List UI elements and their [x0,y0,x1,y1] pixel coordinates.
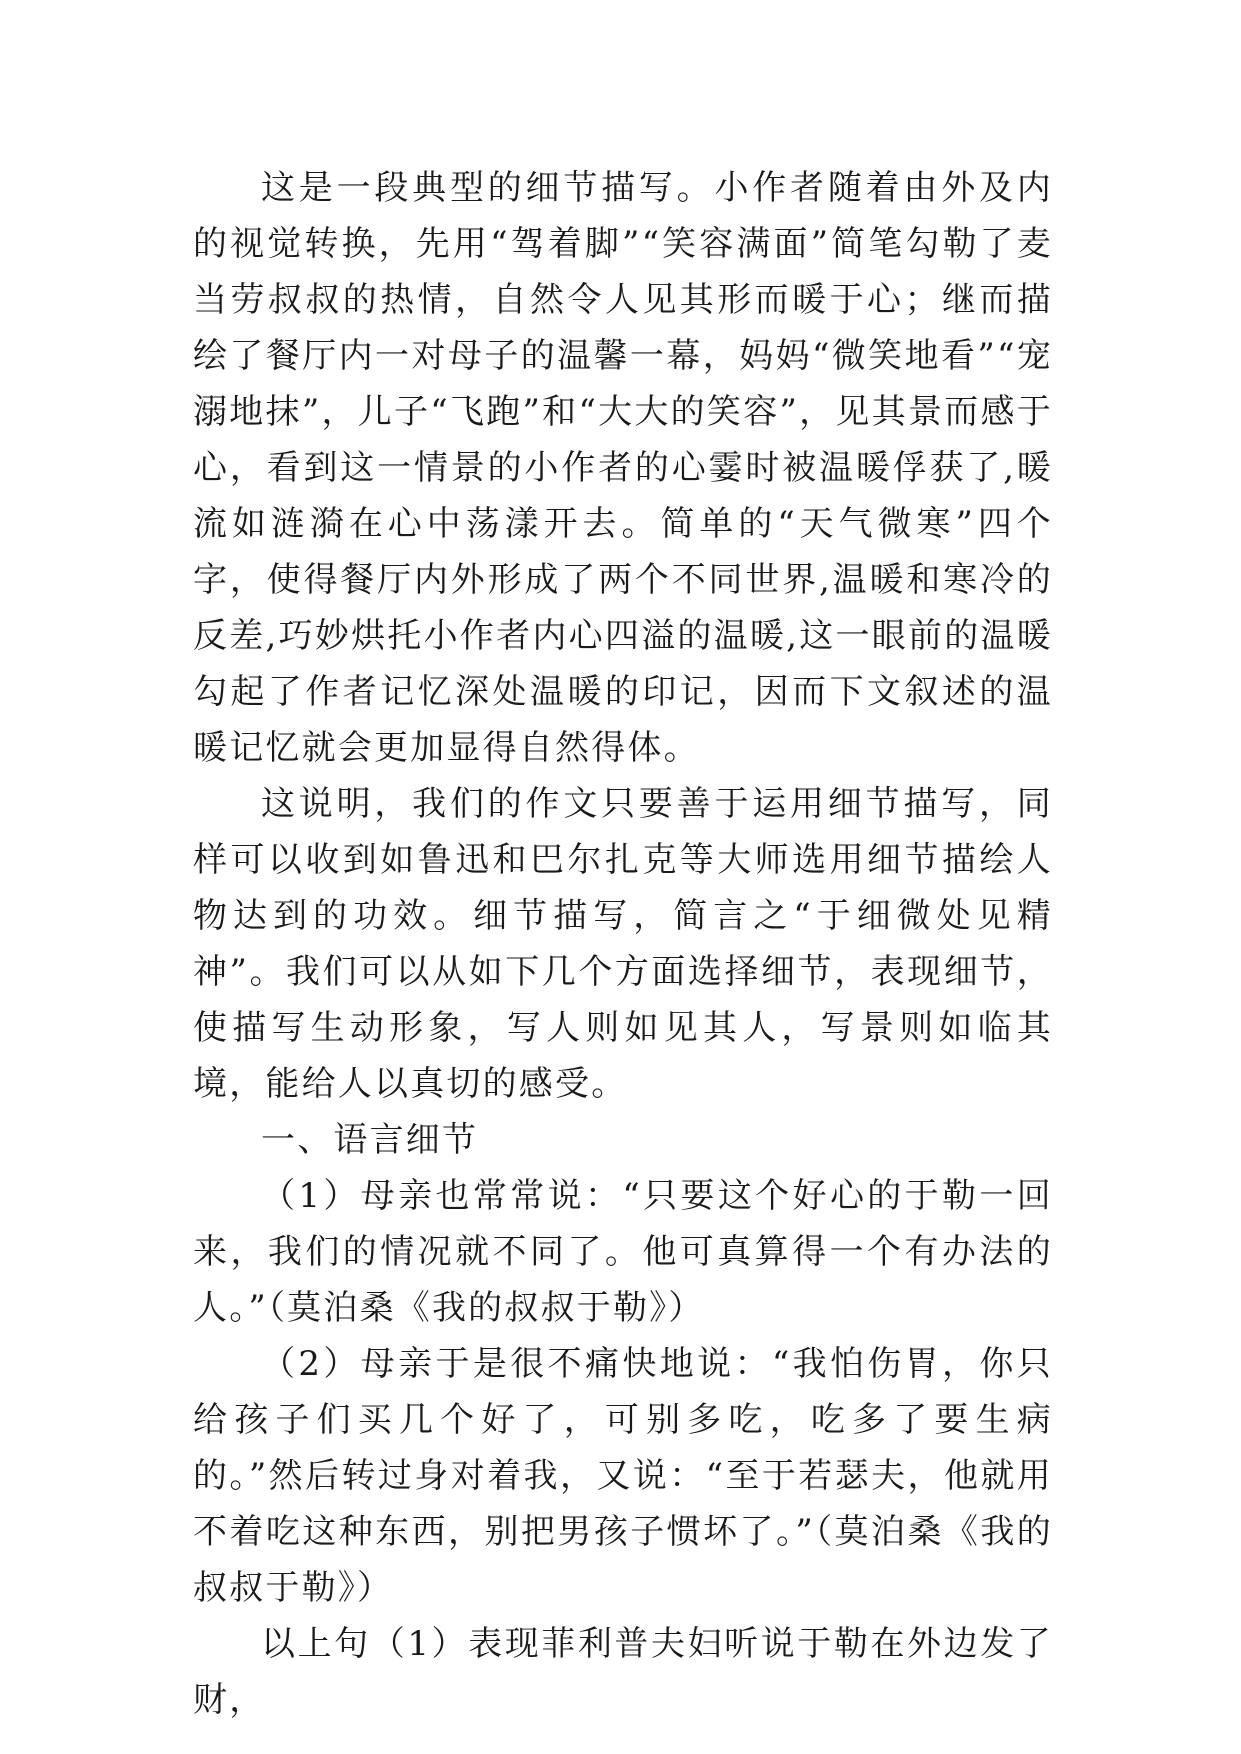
example-quote: （1）母亲也常常说：“只要这个好心的于勒一回来，我们的情况就不同了。他可真算得一个有办法的人。”（莫泊桑《我的叔叔于勒》） [193,1176,1053,1328]
body-paragraph: 以上句（1）表现菲利普夫妇听说于勒在外边发了财， [193,1624,1053,1720]
body-paragraph: 这是一段典型的细节描写。小作者随着由外及内的视觉转换，先用“驾着脚”“笑容满面”简笔勾勒了麦当劳叔叔的热情，自然令人见其形而暖于心；继而描绘了餐厅内一对母子的温馨一幕，妈妈“微笑地看”“宠溺地抹”，儿子“飞跑”和“大大的笑容”，见其景而感于心，看到这一情景的小作者的心霎时被温暖俘获了,暖流如涟漪在心中荡漾开去。简单的“天气微寒”四个字，使得餐厅内外形成了两个不同世界,温暖和寒冷的反差,巧妙烘托小作者内心四溢的温暖,这一眼前的温暖勾起了作者记忆深处温暖的印记，因而下文叙述的温暖记忆就会更加显得自然得体。 [193,168,1053,768]
document-body [193,160,1053,1728]
section-heading: 一、语言细节 [261,1120,479,1160]
example-quote: （2）母亲于是很不痛快地说：“我怕伤胃，你只给孩子们买几个好了，可别多吃，吃多了要生病的。”然后转过身对着我，又说：“至于若瑟夫，他就用不着吃这种东西，别把男孩子惯坏了。”（莫泊桑《我的叔叔于勒》） [193,1344,1053,1608]
body-paragraph: 这说明，我们的作文只要善于运用细节描写，同样可以收到如鲁迅和巴尔扎克等大师选用细节描绘人物达到的功效。细节描写，简言之“于细微处见精神”。我们可以从如下几个方面选择细节，表现细节，使描写生动形象，写人则如见其人，写景则如临其境，能给人以真切的感受。 [193,784,1053,1104]
